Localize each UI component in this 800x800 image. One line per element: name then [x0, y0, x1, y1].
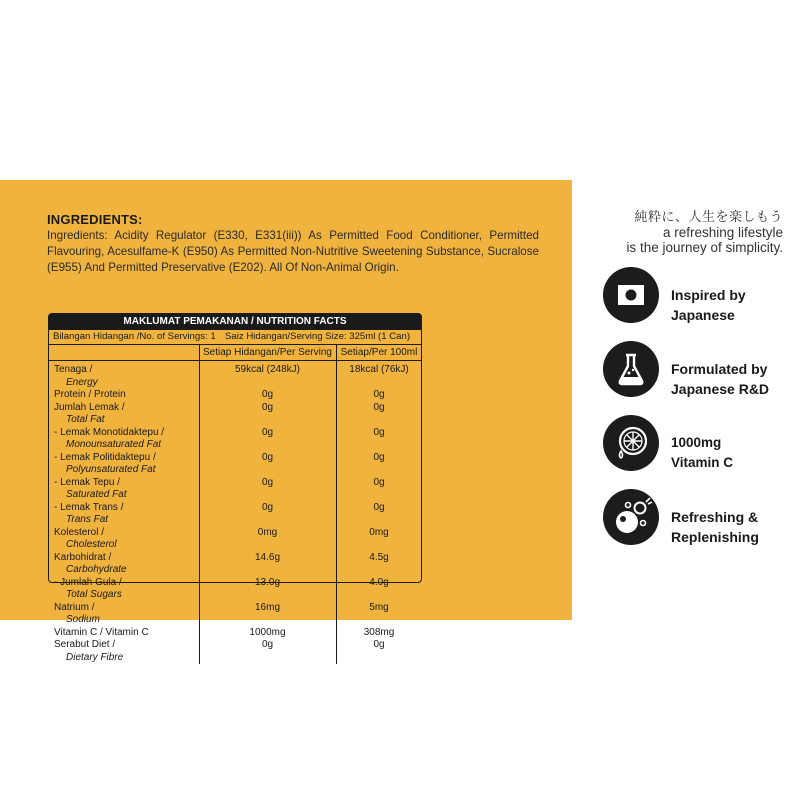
- nutrition-row: [49, 639, 421, 664]
- nutrient-name-ms: Karbohidrat /: [54, 551, 112, 563]
- value-per-serving: 1000mg: [249, 626, 286, 638]
- nutrient-name-en: Polyunsaturated Fat: [66, 464, 156, 476]
- value-per-100ml: 308mg: [363, 626, 395, 638]
- nutrient-name-ms: Protein / Protein: [54, 389, 126, 400]
- bubbles-icon: [603, 489, 659, 545]
- value-per-100ml: 4.5g: [369, 551, 389, 563]
- value-per-serving: 0g: [261, 451, 274, 463]
- value-per-serving: 0g: [261, 401, 274, 413]
- value-per-100ml: 0g: [373, 451, 385, 463]
- servings-count: Bilangan Hidangan /No. of Servings: 1: [53, 331, 216, 342]
- nutrition-title: MAKLUMAT PEMAKANAN / NUTRITION FACTS: [49, 314, 421, 330]
- nutrient-label: [54, 552, 204, 577]
- feature-line1: Formulated by: [671, 361, 768, 377]
- nutrient-name-en: Monounsaturated Fat: [66, 439, 162, 451]
- col-per-serving: Setiap Hidangan/Per Serving: [203, 347, 332, 358]
- value-per-100ml: 0g: [373, 639, 385, 651]
- nutrient-name-en: Trans Fat: [66, 514, 109, 526]
- value-per-serving: 14.6g: [254, 551, 281, 563]
- nutrition-row: [49, 552, 421, 577]
- nutrient-label: [54, 389, 204, 402]
- flask-icon: [603, 341, 659, 397]
- nutrient-name-ms: Jumlah Lemak /: [54, 401, 125, 413]
- value-per-100ml: 0g: [373, 501, 385, 513]
- value-per-100ml: 0g: [373, 426, 385, 438]
- feature-line1: Inspired by: [671, 287, 746, 303]
- ingredients-title: INGREDIENTS:: [47, 212, 143, 227]
- value-per-100ml: 5mg: [369, 601, 389, 613]
- value-per-serving: 16mg: [254, 601, 280, 613]
- nutrient-name-ms: Natrium /: [54, 601, 95, 613]
- value-per-serving: 13.0g: [254, 576, 281, 588]
- nutrient-label: [54, 527, 204, 552]
- nutrition-facts-table: [48, 313, 422, 663]
- value-per-100ml: 0g: [373, 476, 385, 488]
- nutrition-row: [49, 364, 421, 389]
- nutrition-row: [49, 502, 421, 527]
- nutrition-row: [49, 452, 421, 477]
- nutrient-name-ms: Kolesterol /: [54, 526, 105, 538]
- nutrition-rows: [49, 361, 421, 664]
- value-per-100ml: 18kcal (76kJ): [349, 364, 409, 375]
- orange-slice-icon: [603, 415, 659, 471]
- tagline-line2: is the journey of simplicity.: [626, 240, 783, 255]
- serving-size: Saiz Hidangan/Serving Size: 325ml (1 Can): [225, 331, 411, 342]
- nutrient-label: [54, 627, 204, 640]
- nutrient-name-en: Carbohydrate: [66, 564, 127, 576]
- nutrition-row: [49, 477, 421, 502]
- nutrient-label: [54, 502, 204, 527]
- feature-inspired: [603, 267, 793, 327]
- value-per-serving: 0mg: [257, 526, 278, 538]
- nutrient-label: [54, 602, 204, 627]
- column-headers: [49, 345, 421, 361]
- nutrient-name-en: Dietary Fibre: [66, 651, 124, 663]
- col-per-100ml: Setiap/Per 100ml: [340, 347, 418, 358]
- nutrient-name-ms: - Lemak Trans /: [54, 501, 124, 513]
- nutrient-label: [54, 477, 204, 502]
- tagline-line1: a refreshing lifestyle: [662, 225, 783, 240]
- nutrient-name-ms: - Lemak Tepu /: [54, 476, 120, 488]
- nutrient-label: [54, 364, 204, 389]
- value-per-serving: 0g: [261, 501, 274, 513]
- value-per-100ml: 0g: [373, 389, 385, 400]
- nutrient-name-ms: - Lemak Monotidaktepu /: [54, 426, 165, 438]
- value-per-serving: 59kcal (248kJ): [234, 364, 301, 375]
- feature-line1: 1000mg: [671, 435, 722, 450]
- value-per-serving: 0g: [261, 389, 274, 400]
- nutrient-name-en: Sodium: [66, 614, 100, 626]
- nutrient-name-en: Total Sugars: [66, 589, 122, 601]
- feature-formulated: [603, 341, 793, 401]
- nutrition-row: [49, 402, 421, 427]
- nutrient-label: [54, 452, 204, 477]
- japan-flag-icon: [603, 267, 659, 323]
- feature-line2: Japanese R&D: [671, 381, 770, 397]
- value-per-serving: 0g: [261, 426, 274, 438]
- feature-line1: Refreshing &: [671, 509, 759, 525]
- nutrient-name-ms: Vitamin C / Vitamin C: [54, 626, 149, 638]
- feature-line2: Replenishing: [671, 529, 759, 545]
- nutrient-name-ms: Serabut Diet /: [54, 639, 116, 651]
- nutrition-row: [49, 527, 421, 552]
- tagline: [626, 206, 783, 255]
- value-per-100ml: 4.0g: [369, 576, 389, 588]
- nutrient-name-ms: Tenaga /: [54, 364, 93, 375]
- value-per-100ml: 0mg: [369, 526, 389, 538]
- nutrition-row: [49, 577, 421, 602]
- value-per-100ml: 0g: [373, 401, 385, 413]
- value-per-serving: 0g: [261, 639, 274, 651]
- nutrient-label: [54, 402, 204, 427]
- feature-line2: Japanese: [671, 307, 735, 323]
- feature-vitamin: [603, 415, 793, 475]
- nutrient-label: [54, 427, 204, 452]
- nutrient-label: [54, 577, 204, 602]
- feature-refreshing: [603, 489, 793, 549]
- servings-row: [49, 330, 421, 345]
- nutrient-name-ms: - Jumlah Gula /: [54, 576, 122, 588]
- nutrient-name-ms: - Lemak Politidaktepu /: [54, 451, 156, 463]
- nutrient-name-en: Total Fat: [66, 414, 105, 426]
- nutrient-name-en: Cholesterol: [66, 539, 117, 551]
- nutrient-name-en: Saturated Fat: [66, 489, 127, 501]
- nutrition-row: [49, 602, 421, 627]
- ingredients-text: Ingredients: Acidity Regulator (E330, E331(iii)) As Permitted Food Conditioner, Permitted Flavouring, Acesulfame-K (E950) As Permitted Non-Nutritive Sweetening Substance, Sucralose (E955) And Permitted Preservative (E202). All Of Non-Animal Origin.: [47, 229, 539, 274]
- feature-line2: Vitamin C: [671, 455, 734, 470]
- nutrient-name-en: Energy: [66, 376, 98, 388]
- tagline-japanese: 純粋に、人生を楽しもう: [634, 209, 783, 224]
- nutrition-row: [49, 627, 421, 640]
- nutrient-label: [54, 639, 204, 664]
- nutrition-row: [49, 427, 421, 452]
- value-per-serving: 0g: [261, 476, 274, 488]
- nutrition-row: [49, 389, 421, 402]
